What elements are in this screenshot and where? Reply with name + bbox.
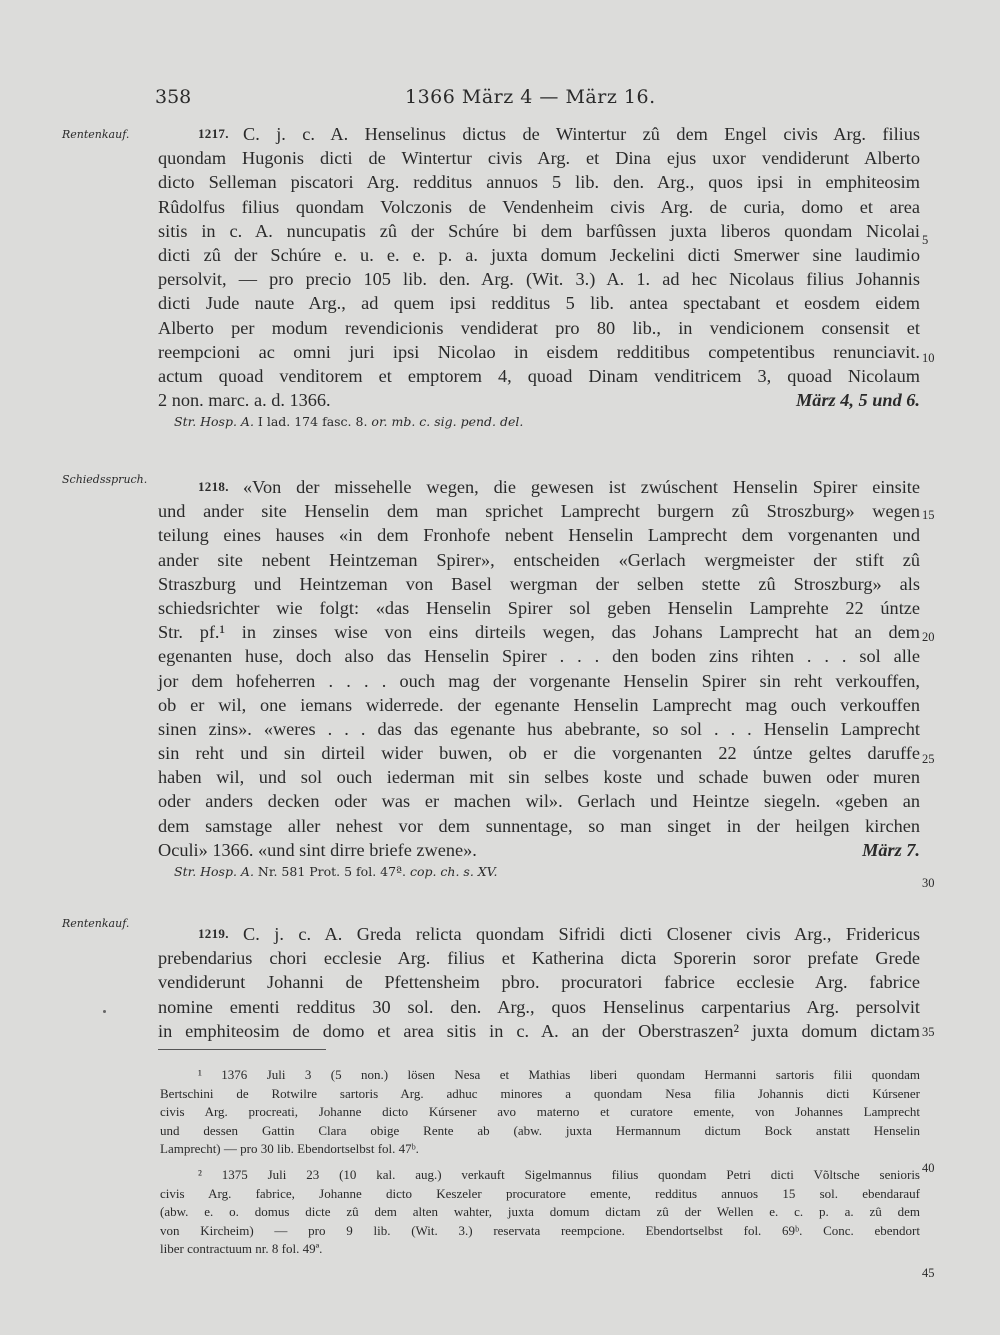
page-title: 1366 März 4 — März 16. — [405, 86, 656, 108]
entry-line: prebendarius chori ecclesie Arg. filius et Katherina dicta Sporerin soror prefate Grede — [158, 948, 920, 969]
footnote-line: von Kircheim) — pro 9 lib. (Wit. 3.) reservata reempcione. Ebendortselbst fol. 69ᵇ. Conc. ebendort — [160, 1222, 920, 1238]
side-label-1219: Rentenkauf. — [62, 917, 130, 930]
entry-1219 — [158, 922, 920, 1043]
entry-line: dem samstage aller nehest vor dem sunnentage, so man singet in der heilgen kirchen — [158, 815, 920, 836]
line-number: 35 — [922, 1025, 935, 1039]
footnote-line: Lamprecht) — pro 30 lib. Ebendortselbst fol. 47ᵇ. — [160, 1141, 419, 1156]
entry-line: Straszburg und Heintzeman von Basel wergman der selben stette zû Stroszburg» als — [158, 573, 920, 594]
entry-line: 2 non. marc. a. d. 1366. März 4, 5 und 6. — [158, 388, 920, 412]
entry-line: Rûdolfus filius quondam Volczonis de Vendenheim civis Arg. de curia, domo et area — [158, 196, 920, 217]
entry-line: egenanten huse, doch also das Henselin Spirer . . . den boden zins rihten . . . sol alle — [158, 646, 920, 667]
entry-line: persolvit, — pro precio 105 lib. den. Arg. (Wit. 3.) A. 1. ad hec Nicolaus filius Johannis — [158, 269, 920, 290]
footnote-line: civis Arg. procreati, Johanne dicto Kúrsener avo materno et curatore emente, von Johannes Lamprecht — [160, 1104, 920, 1119]
entry-line: 1217. C. j. c. A. Henselinus dictus de Wintertur zû dem Engel civis Arg. filius — [158, 122, 920, 146]
running-header — [0, 86, 1000, 114]
entry-line: 1218. «Von der missehelle wegen, die gewesen ist zwúschent Henselin Spirer einsite — [158, 475, 920, 499]
entry-date: März 4, 5 und 6. — [796, 390, 920, 411]
entry-number: 1219. — [198, 926, 229, 941]
line-number: 40 — [922, 1161, 935, 1175]
entry-line: nomine ementi redditus 30 sol. den. Arg., quos Henselinus carpentarius Arg. persolvit — [158, 996, 920, 1017]
entry-line: dicto Selleman piscatori Arg. redditus annuos 5 lib. den. Arg., quos ipsi in emphiteosim — [158, 172, 920, 193]
footnote-2 — [160, 1166, 920, 1259]
ink-speck — [103, 1010, 106, 1013]
footnote-rule — [158, 1049, 326, 1050]
entry-date: März 7. — [862, 839, 920, 860]
page-number: 358 — [155, 86, 192, 108]
line-number: 10 — [922, 351, 935, 365]
entry-line: vendiderunt Johanni de Pfettensheim pbro. procuratori fabrice ecclesie Arg. fabrice — [158, 972, 920, 993]
line-number: 45 — [922, 1266, 935, 1280]
entry-line: ob er wil, one iemans widerrede. der egenante Henselin Lamprecht mag ouch verkouffen — [158, 694, 920, 715]
line-number: 30 — [922, 876, 935, 890]
entry-line: sitis in c. A. nuncupatis zû der Schúre bi dem barfûssen juxta liberos quondam Nicolai — [158, 220, 920, 241]
footnote-line: (abw. e. o. domus dicte zû dem alten wahter, juxta domum dictam zû der Wellen e. c. p. a. zû dem — [160, 1204, 920, 1219]
entry-line: sin reht und sin dirteil wider buwen, ob er die vorgenanten 22 úntze geltes daruffe — [158, 743, 920, 764]
source-citation: Str. Hosp. A. I lad. 174 fasc. 8. or. mb. c. sig. pend. del. — [174, 414, 524, 430]
entry-line: haben wil, und sol ouch iederman mit sin selbes koste und schade buwen oder muren — [158, 767, 920, 788]
entry-number: 1218. — [198, 479, 229, 494]
entry-1218 — [158, 475, 920, 882]
entry-line: sinen zins». «weres . . . das das egenante hus abebrante, so sol . . . Henselin Lamprecht — [158, 718, 920, 739]
entry-line: Alberto per modum revendicionis vendiderat pro 80 lib., in vendicionem consensit et — [158, 317, 920, 338]
entry-line: dicti zû der Schúre e. u. e. e. p. a. juxta domum Jeckelini dicti Smerwer sine laudimio — [158, 244, 920, 265]
entry-line: 1219. C. j. c. A. Greda relicta quondam Sifridi dicti Closener civis Arg., Fridericus — [158, 922, 920, 946]
entry-line: teilung eines hauses «in dem Fronhofe nebent Henselin Lamprecht dem vorgenanten und — [158, 525, 920, 546]
entry-line: Oculi» 1366. «und sint dirre briefe zwene». März 7. — [158, 838, 920, 862]
line-number: 15 — [922, 508, 935, 522]
entry-line: reempcioni ac omni juri ipsi Nicolao in eisdem redditibus competentibus renunciavit. — [158, 341, 920, 362]
entry-line: quondam Hugonis dicti de Wintertur civis Arg. et Dina ejus uxor vendiderunt Alberto — [158, 148, 920, 169]
footnote-line: und dessen Gattin Clara obige Rente ab (abw. juxta Hermannum dictum Bock anstatt Henselin — [160, 1122, 920, 1138]
source-citation: Str. Hosp. A. Nr. 581 Prot. 5 fol. 47ª. cop. ch. s. XV. — [174, 864, 498, 879]
line-number: 20 — [922, 630, 935, 644]
entry-line: ander site nebent Heintzeman Spirer», entscheiden «Gerlach wergmeister der stift zû — [158, 549, 920, 570]
footnote-line: ² 1375 Juli 23 (10 kal. aug.) verkauft Sigelmannus filius quondam Petri dicti Võltsche senioris — [198, 1167, 920, 1182]
entry-line: schiedsrichter wie folgt: «das Henselin Spirer sol geben Henselin Lamprehte 22 úntze — [158, 597, 920, 618]
line-number: 25 — [922, 752, 935, 766]
footnote-line: ¹ 1376 Juli 3 (5 non.) lösen Nesa et Mathias liberi quondam Hermanni sartoris filii quondam — [198, 1067, 920, 1082]
entry-line: actum quoad venditorem et emptorem 4, quoad Dinam venditricem 3, quoad Nicolaum — [158, 365, 920, 386]
entry-line: Str. pf.¹ in zinses wise von eins dirteils wegen, das Johans Lamprecht hat an dem — [158, 622, 920, 643]
footnote-1 — [160, 1066, 920, 1159]
side-label-1217: Rentenkauf. — [62, 128, 130, 141]
entry-line: oder anders decken oder was er machen wil». Gerlach und Heintze siegeln. «geben an — [158, 791, 920, 812]
entry-line: und ander site Henselin dem man sprichet Lamprecht burgern zû Stroszburg» wegen — [158, 501, 920, 522]
entry-number: 1217. — [198, 126, 229, 141]
footnote-line: civis Arg. fabrice, Johanne dicto Keszeler procuratore emente, redditus annuos 15 sol. ebendarauf — [160, 1185, 920, 1201]
footnote-line: liber contractuum nr. 8 fol. 49ª. — [160, 1241, 323, 1256]
side-label-1218: Schiedsspruch. — [62, 473, 148, 486]
footnote-line: Bertschini de Rotwilre sartoris Arg. adhuc minores a quondam Nesa filia Johannis dicti Kúrsener — [160, 1085, 920, 1101]
entry-line: dicti Jude naute Arg., ad quem ipsi redditus 5 lib. antea spectabant et eosdem eidem — [158, 293, 920, 314]
entry-1217 — [158, 122, 920, 432]
line-number: 5 — [922, 233, 929, 247]
entry-line: jor dem hofeherren . . . . ouch mag der vorgenante Henselin Spirer sin reht verkouffen, — [158, 670, 920, 691]
entry-line: in emphiteosim de domo et area sitis in c. A. an der Oberstraszen² juxta domum dictam — [158, 1020, 920, 1041]
